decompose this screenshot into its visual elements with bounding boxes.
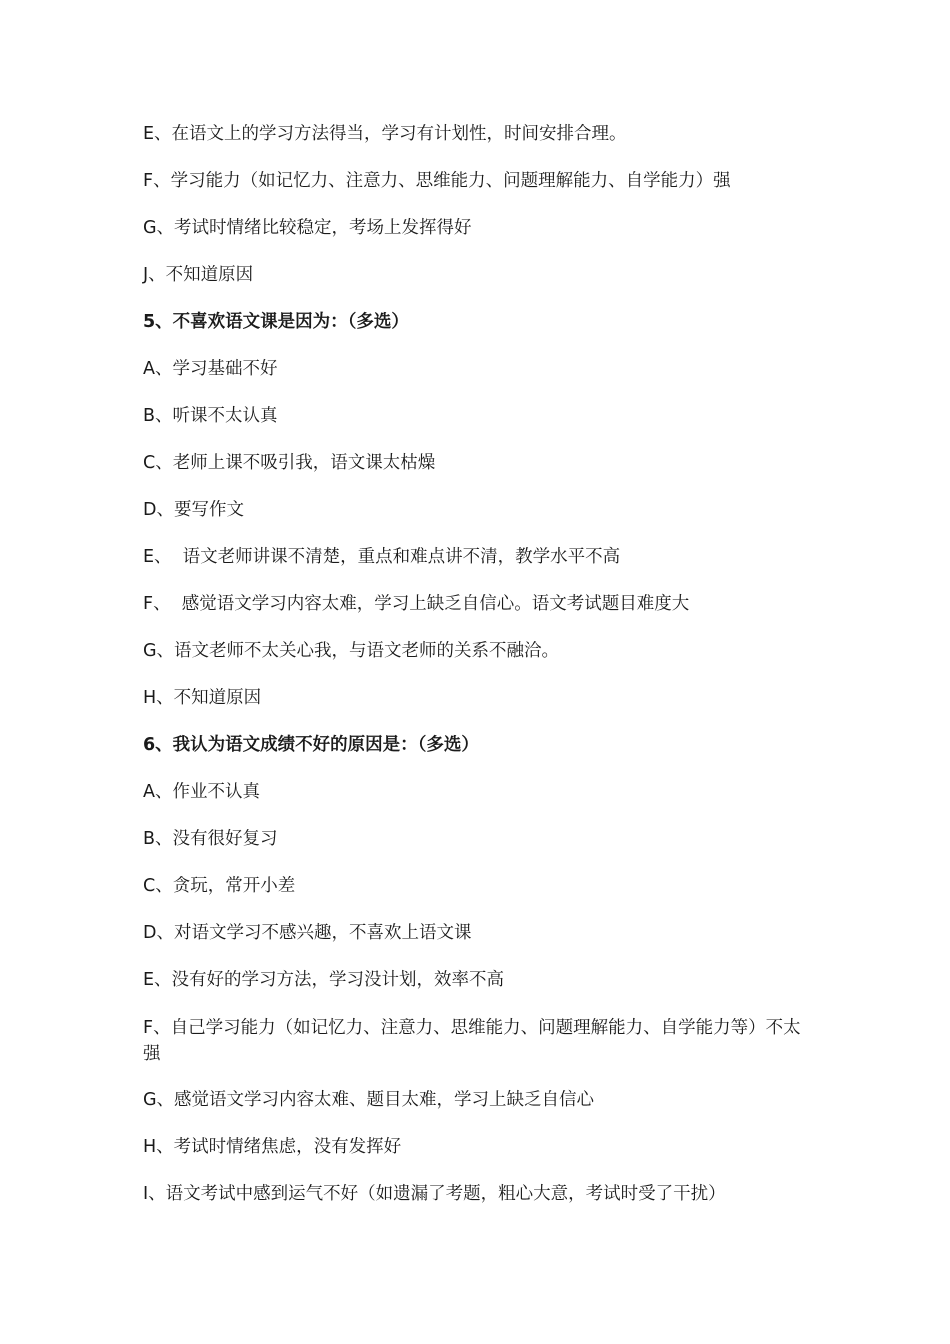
- q5-option-g: G、语文老师不太关心我，与语文老师的关系不融洽。: [143, 641, 560, 661]
- q6-option-g: G、感觉语文学习内容太难、题目太难，学习上缺乏自信心: [143, 1090, 595, 1110]
- q6-option-d: D、对语文学习不感兴趣，不喜欢上语文课: [143, 923, 472, 943]
- q4-option-f: F、学习能力（如记忆力、注意力、思维能力、问题理解能力、自学能力）强: [143, 171, 731, 191]
- q4-option-g: G、考试时情绪比较稳定，考场上发挥得好: [143, 218, 472, 238]
- q5-option-b: B、听课不太认真: [143, 406, 278, 426]
- q6-option-a: A、作业不认真: [143, 782, 260, 802]
- q6-option-f: F、自己学习能力（如记忆力、注意力、思维能力、问题理解能力、自学能力等）不太强: [143, 1018, 801, 1064]
- q6-option-b: B、没有很好复习: [143, 829, 278, 849]
- q4-option-e: E、在语文上的学习方法得当，学习有计划性，时间安排合理。: [143, 124, 627, 144]
- q6-option-c: C、贪玩，常开小差: [143, 876, 296, 896]
- q6-heading: 6、我认为语文成绩不好的原因是：（多选）: [143, 735, 479, 755]
- q5-option-e: E、 语文老师讲课不清楚，重点和难点讲不清，教学水平不高: [143, 547, 621, 567]
- q6-option-h: H、考试时情绪焦虑，没有发挥好: [143, 1137, 402, 1157]
- q4-option-j: J、不知道原因: [143, 265, 254, 285]
- q6-option-e: E、没有好的学习方法，学习没计划，效率不高: [143, 970, 505, 990]
- q5-option-c: C、老师上课不吸引我，语文课太枯燥: [143, 453, 436, 473]
- q6-option-i: I、语文考试中感到运气不好（如遗漏了考题，粗心大意，考试时受了干扰）: [143, 1184, 726, 1204]
- q5-option-d: D、要写作文: [143, 500, 244, 520]
- q5-heading: 5、不喜欢语文课是因为：（多选）: [143, 312, 409, 332]
- q5-option-f: F、 感觉语文学习内容太难，学习上缺乏自信心。语文考试题目难度大: [143, 594, 690, 614]
- q5-option-h: H、不知道原因: [143, 688, 262, 708]
- q5-option-a: A、学习基础不好: [143, 359, 278, 379]
- survey-content: [143, 122, 811, 1206]
